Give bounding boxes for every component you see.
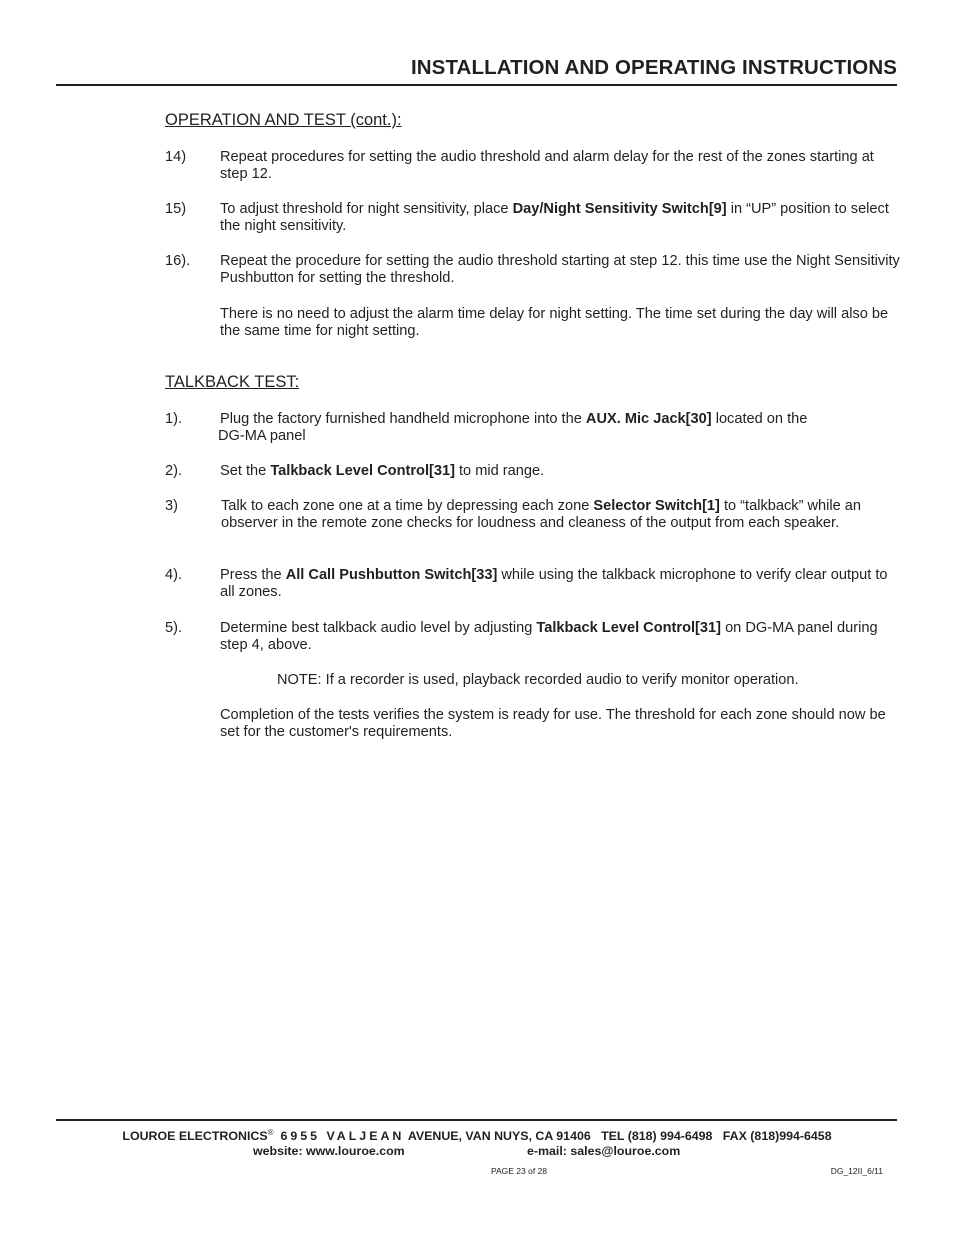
talkback-section-heading: TALKBACK TEST: — [165, 373, 300, 391]
fax: FAX (818)994-6458 — [722, 1129, 832, 1144]
item-number: 5). — [165, 620, 183, 636]
item-text: To adjust threshold for night sensitivity, place Day/Night Sensitivity Switch[9] in “UP” position to select the night sensitivity. — [220, 201, 889, 235]
recorder-note: NOTE: If a recorder is used, playback recorded audio to verify monitor operation. — [277, 672, 799, 688]
street-address: 6955 VALJEAN — [280, 1129, 405, 1144]
document-code: DG_12II_6/11 — [830, 1166, 883, 1176]
item-text: Plug the factory furnished handheld microphone into the AUX. Mic Jack[30] located on the — [220, 411, 808, 427]
note-paragraph: There is no need to adjust the alarm time delay for night setting. The time set during the day will also be the same time for night setting. — [220, 306, 889, 340]
operation-section-heading: OPERATION AND TEST (cont.): — [165, 111, 402, 129]
registered-mark: ® — [267, 1128, 274, 1137]
item-number: 16). — [165, 253, 191, 269]
item-text-continued: DG-MA panel — [218, 428, 306, 445]
control-reference: AUX. Mic Jack[30] — [585, 411, 712, 427]
control-reference: Selector Switch[1] — [593, 498, 720, 514]
item-text: Talk to each zone one at a time by depressing each zone Selector Switch[1] to “talkback” while an observer in the remote zone checks for loudness and cleaness of the output from each speaker. — [221, 498, 862, 532]
control-reference: Day/Night Sensitivity Switch[9] — [512, 201, 727, 217]
footer-divider — [56, 1119, 897, 1121]
control-reference: Talkback Level Control[31] — [270, 463, 455, 479]
item-number: 15) — [165, 201, 187, 217]
company-name: LOUROE ELECTRONICS — [122, 1129, 268, 1144]
item-text: Repeat the procedure for setting the audio threshold starting at step 12. this time use the Night Sensitivity Pushbutton for setting the threshold. — [220, 253, 900, 287]
item-text: Press the All Call Pushbutton Switch[33] while using the talkback microphone to verify clear output to all zones. — [220, 567, 888, 601]
header-divider — [56, 84, 897, 86]
control-reference: Talkback Level Control[31] — [536, 620, 722, 636]
completion-paragraph: Completion of the tests verifies the system is ready for use. The threshold for each zone should now be set for the customer's requirements. — [220, 707, 886, 741]
city-address: AVENUE, VAN NUYS, CA 91406 — [407, 1129, 591, 1144]
item-text: Set the Talkback Level Control[31] to mid range. — [220, 463, 545, 479]
website-link[interactable]: website: www.louroe.com — [253, 1144, 405, 1158]
page-title: INSTALLATION AND OPERATING INSTRUCTIONS — [410, 56, 897, 79]
item-text: Repeat procedures for setting the audio threshold and alarm delay for the rest of the zones starting at step 12. — [220, 149, 874, 183]
item-number: 4). — [165, 567, 183, 583]
item-number: 14) — [165, 149, 187, 165]
email-link[interactable]: e-mail: sales@louroe.com — [527, 1144, 681, 1158]
item-number: 1). — [165, 411, 183, 427]
item-number: 3) — [165, 498, 178, 514]
item-text: Determine best talkback audio level by adjusting Talkback Level Control[31] on DG-MA panel during step 4, above. — [220, 620, 878, 654]
page-number: PAGE 23 of 28 — [490, 1166, 548, 1176]
item-number: 2). — [165, 463, 183, 479]
footer-address — [0, 1128, 954, 1143]
control-reference: All Call Pushbutton Switch[33] — [285, 567, 498, 583]
telephone: TEL (818) 994-6498 — [601, 1129, 713, 1144]
